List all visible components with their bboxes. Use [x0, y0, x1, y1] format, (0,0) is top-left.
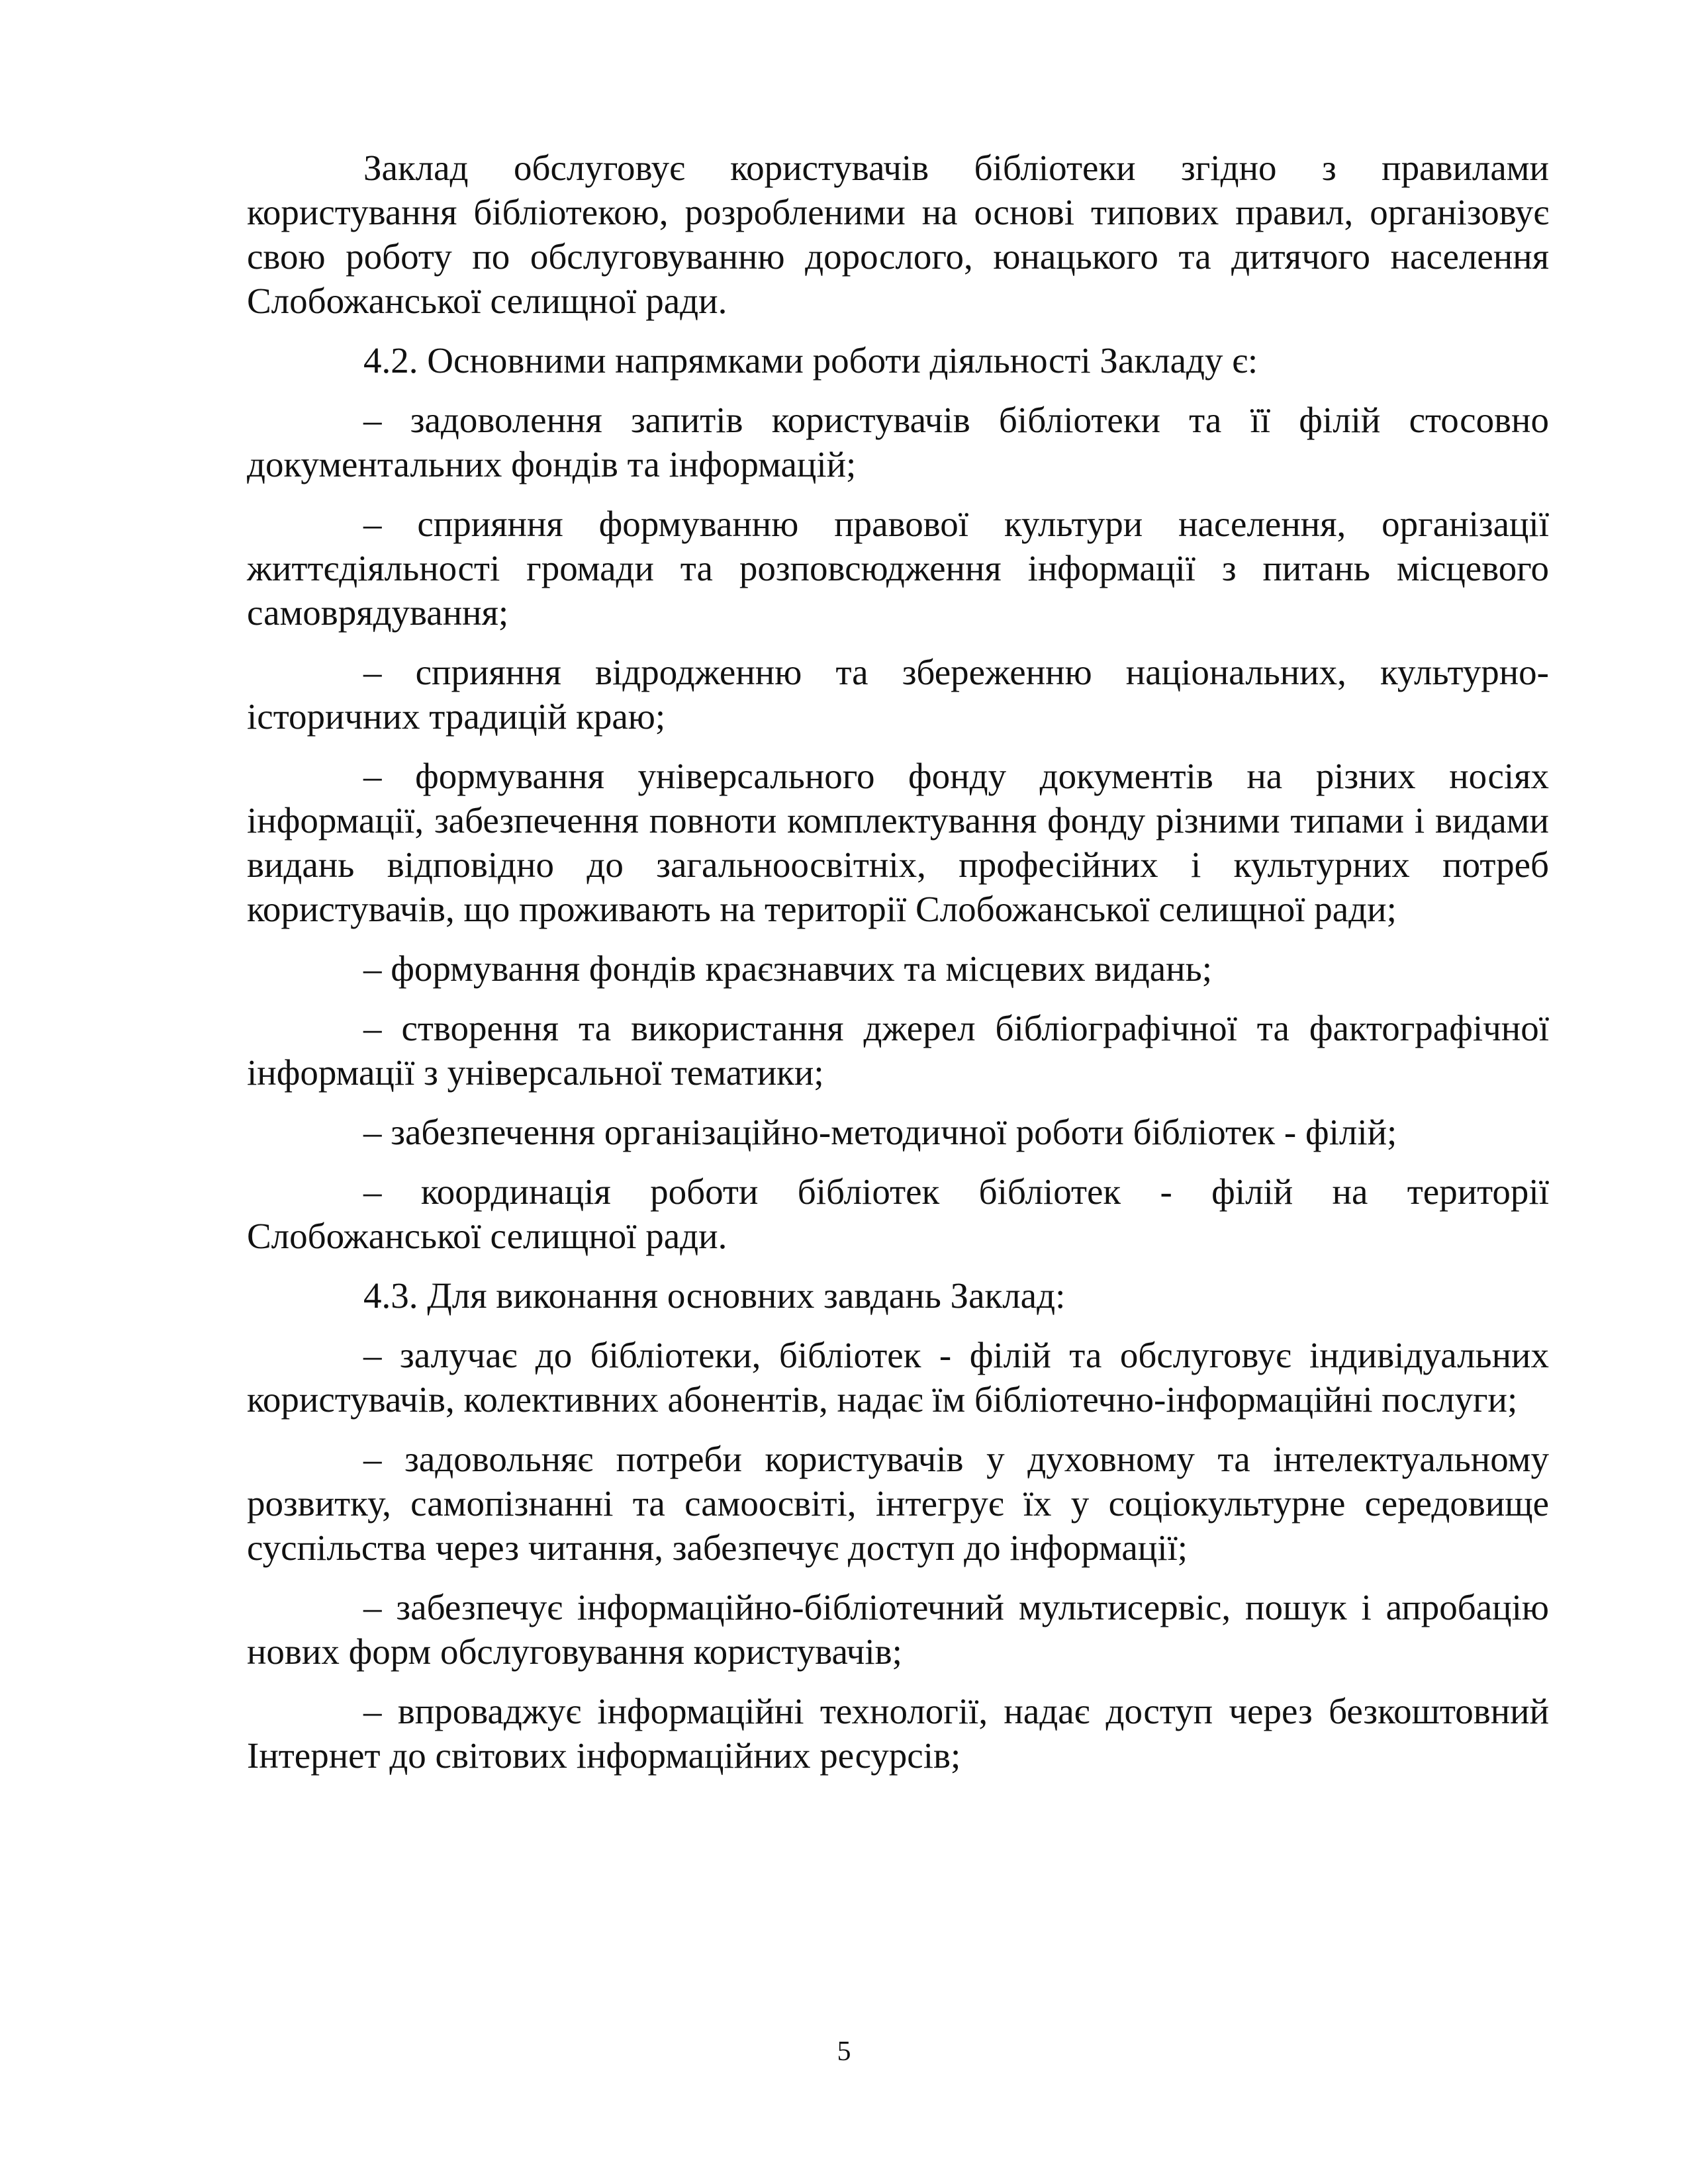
list-item: – створення та використання джерел бібліографічної та фактографічної інформації з універсальної тематики;: [247, 1008, 1549, 1093]
page-number: 5: [837, 2036, 851, 2067]
list-item: – задовольняє потреби користувачів у духовному та інтелектуальному розвитку, самопізнанні та самоосвіті, інтегрує їх у соціокультурне середовище суспільства через читання, забезпечує доступ до інформації;: [247, 1439, 1549, 1568]
document-page: [247, 146, 1549, 1793]
paragraph-intro: Заклад обслуговує користувачів бібліотеки згідно з правилами користування бібліотекою, розробленими на основі типових правил, організовує свою роботу по обслуговуванню дорослого, юнацького та дитячого населення Слобожанської селищної ради.: [247, 148, 1549, 321]
list-item: – формування фондів краєзнавчих та місцевих видань;: [363, 948, 1212, 989]
section-heading-4-3: 4.3. Для виконання основних завдань Заклад:: [363, 1275, 1066, 1316]
section-heading-4-2: 4.2. Основними напрямками роботи діяльності Закладу є:: [363, 340, 1258, 381]
list-item: – забезпечує інформаційно-бібліотечний мультисервіс, пошук і апробацію нових форм обслуговування користувачів;: [247, 1587, 1549, 1672]
list-item: – забезпечення організаційно-методичної роботи бібліотек - філій;: [363, 1112, 1397, 1152]
list-item: – залучає до бібліотеки, бібліотек - філій та обслуговує індивідуальних користувачів, колективних абонентів, надає їм бібліотечно-інформаційні послуги;: [247, 1335, 1549, 1420]
list-item: – координація роботи бібліотек бібліотек - філій на території Слобожанської селищної ради.: [247, 1171, 1549, 1256]
list-item: – формування універсального фонду документів на різних носіях інформації, забезпечення повноти комплектування фонду різними типами і видами видань відповідно до загальноосвітніх, професійних і культурних потреб користувачів, що проживають на території Слобожанської селищної ради;: [247, 756, 1549, 929]
list-item: – задоволення запитів користувачів бібліотеки та її філій стосовно документальних фондів та інформацій;: [247, 400, 1549, 484]
list-item: – сприяння відродженню та збереженню національних, культурно-історичних традицій краю;: [247, 652, 1549, 737]
list-item: – впроваджує інформаційні технології, надає доступ через безкоштовний Інтернет до світових інформаційних ресурсів;: [247, 1691, 1549, 1776]
list-item: – сприяння формуванню правової культури населення, організації життєдіяльності громади та розповсюдження інформації з питань місцевого самоврядування;: [247, 504, 1549, 633]
